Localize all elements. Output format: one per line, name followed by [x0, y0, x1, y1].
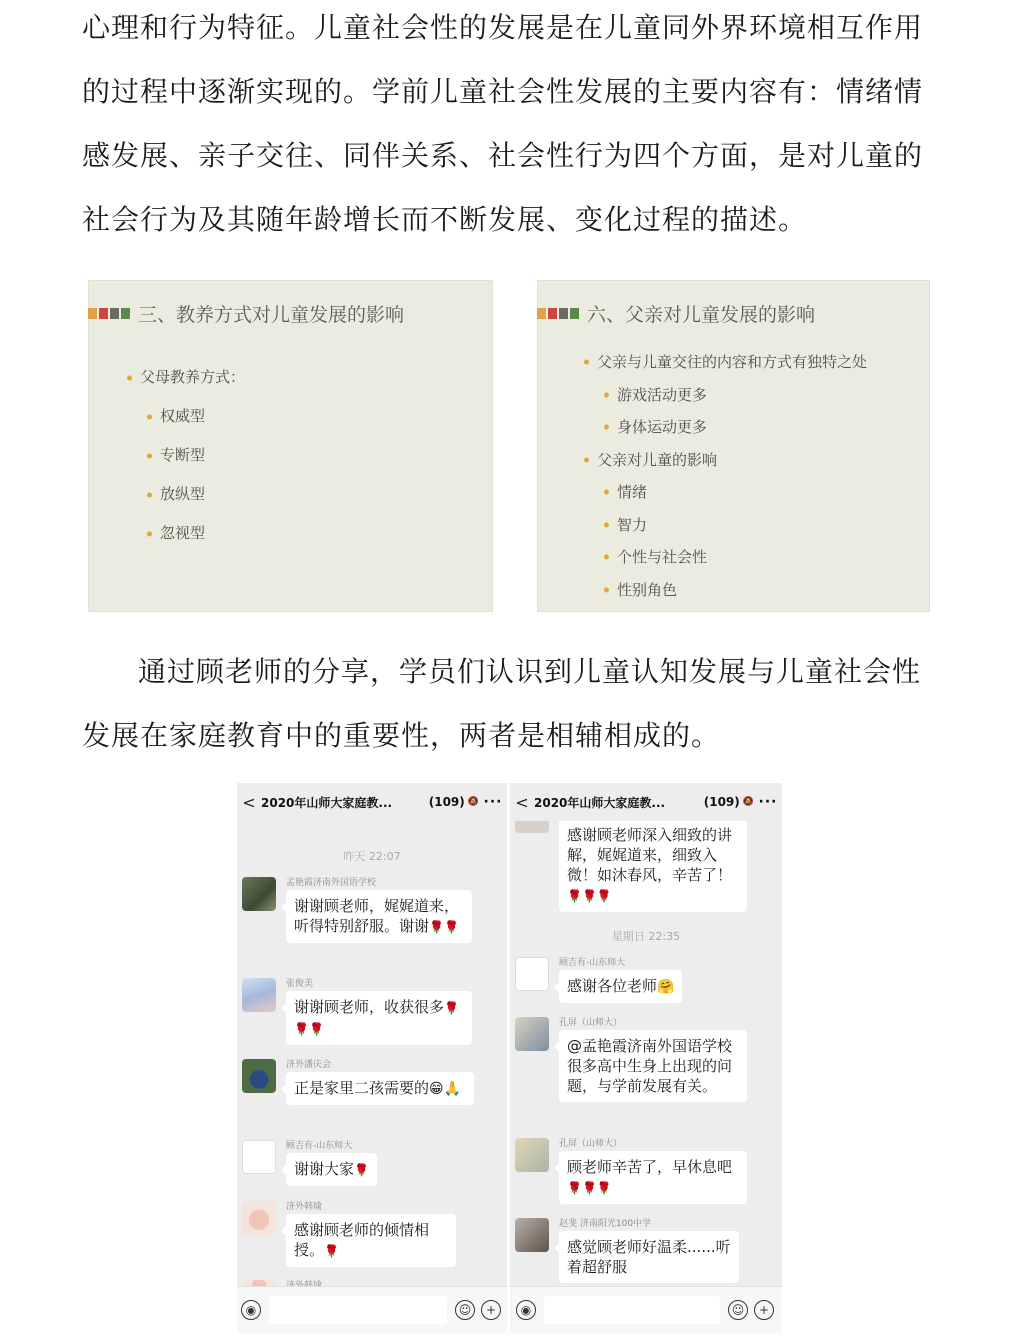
- color-blocks-decoration: [88, 308, 130, 319]
- message-text: 正是家里二孩需要的: [294, 1079, 430, 1097]
- chat-timestamp: 星期日 22:35: [611, 930, 681, 943]
- sender-name: 孔屏（山师大）: [559, 1139, 623, 1149]
- chat-group-title: 2020年山师大家庭教...: [534, 795, 666, 810]
- avatar[interactable]: [515, 1017, 549, 1051]
- avatar[interactable]: [242, 1140, 276, 1174]
- plus-icon[interactable]: +: [754, 1300, 774, 1320]
- message-bubble[interactable]: [286, 991, 472, 1045]
- message-text: @孟艳霞济南外国语学校 很多高中生身上出现的问题，与学前发展有关。: [567, 1037, 733, 1095]
- voice-icon[interactable]: ◉: [241, 1300, 261, 1320]
- slide-sub-bullet: 智力: [597, 509, 867, 542]
- back-arrow-icon[interactable]: <: [515, 792, 529, 812]
- message-text: 顾老师辛苦了，早休息吧: [567, 1158, 733, 1176]
- sender-name: 孟艳霞济南外国语学校: [286, 878, 377, 888]
- rose-emoji: 🌹🌹: [429, 920, 459, 934]
- sender-name: 顾吉有-山东师大: [286, 1141, 353, 1151]
- chat-timestamp: 昨天 22:07: [343, 850, 401, 863]
- message-bubble[interactable]: [559, 1231, 739, 1283]
- emoji: 😁🙏: [429, 1081, 462, 1097]
- message-bubble[interactable]: [286, 1153, 377, 1186]
- slide-sub-bullet: 专断型: [140, 436, 245, 475]
- slide-image-parenting-styles: [88, 280, 493, 612]
- avatar[interactable]: [515, 1218, 549, 1252]
- sender-name: 济外韩瑜: [286, 1202, 323, 1212]
- rose-emoji: 🌹🌹🌹: [567, 889, 612, 903]
- slide-header: [537, 300, 815, 327]
- slide-bullet: 父母教养方式：: [140, 358, 245, 397]
- body-paragraph: 心理和行为特征。儿童社会性的发展是在儿童同外界环境相互作用的过程中逐渐实现的。学前儿童社会性发展的主要内容有：情绪情感发展、亲子交往、同伴关系、社会性行为四个方面，是对儿童的社会行为及其随年龄增长而不断发展、变化过程的描述。: [82, 11, 924, 236]
- chat-screenshot-right: [510, 783, 782, 1333]
- chat-screenshot-left: [237, 783, 507, 1333]
- slide-sub-bullet: 情绪: [597, 476, 867, 509]
- message-text: 感谢顾老师深入细致的讲解，娓娓道来，细致入微！如沐春风，辛苦了！: [567, 826, 733, 884]
- message-text: 谢谢顾老师，收获很多: [294, 998, 445, 1016]
- message-text: 谢谢大家: [294, 1160, 355, 1178]
- slide-title: 三、教养方式对儿童发展的影响: [138, 304, 405, 326]
- mute-icon: 🔕: [742, 797, 754, 807]
- sender-name: 顾吉有-山东师大: [559, 958, 626, 968]
- message-text: 感觉顾老师好温柔......听着超舒服: [567, 1238, 731, 1276]
- slide-title: 六、父亲对儿童发展的影响: [587, 304, 816, 326]
- chat-header: [510, 783, 782, 821]
- more-options-icon[interactable]: ···: [483, 794, 503, 810]
- slide-sub-bullet: 游戏活动更多: [597, 379, 867, 412]
- member-count: (109): [428, 795, 465, 809]
- message-bubble[interactable]: [286, 1214, 456, 1267]
- slide-image-father-influence: [537, 280, 930, 612]
- slide-sub-bullet: 身体运动更多: [597, 411, 867, 444]
- message-bubble[interactable]: [559, 1030, 747, 1102]
- message-bubble[interactable]: [559, 1151, 747, 1204]
- rose-emoji: 🌹🌹🌹: [567, 1181, 612, 1195]
- avatar[interactable]: [242, 978, 276, 1012]
- message-bubble[interactable]: [559, 819, 747, 912]
- slide-bullet-list: [597, 346, 867, 606]
- slide-bullet: 父亲与儿童交往的内容和方式有独特之处: [597, 346, 867, 379]
- slide-header: [88, 300, 404, 327]
- avatar[interactable]: [242, 1059, 276, 1093]
- rose-emoji: 🌹: [324, 1244, 339, 1258]
- avatar[interactable]: [515, 1138, 549, 1172]
- avatar[interactable]: [242, 1201, 276, 1235]
- slide-sub-bullet: 个性与社会性: [597, 541, 867, 574]
- message-input[interactable]: [544, 1296, 720, 1324]
- more-options-icon[interactable]: ···: [758, 794, 778, 810]
- slide-sub-bullet: 放纵型: [140, 475, 245, 514]
- sender-name: 赵斐 济南阳光100中学: [559, 1219, 652, 1229]
- sender-name: 孔屏（山师大）: [559, 1018, 623, 1028]
- back-arrow-icon[interactable]: <: [242, 792, 256, 812]
- color-blocks-decoration: [537, 308, 579, 319]
- avatar[interactable]: [515, 957, 549, 991]
- message-bubble[interactable]: [286, 890, 472, 943]
- emoji-icon[interactable]: ☺: [455, 1300, 475, 1320]
- mute-icon: 🔕: [467, 797, 479, 807]
- slide-sub-bullet: 忽视型: [140, 514, 245, 553]
- emoji: 🤗: [657, 979, 675, 995]
- chat-header: [237, 783, 507, 821]
- emoji-icon[interactable]: ☺: [728, 1300, 748, 1320]
- message-bubble[interactable]: [559, 970, 682, 1003]
- slide-bullet: 父亲对儿童的影响: [597, 444, 867, 477]
- message-text: 感谢顾老师的倾情相授。: [294, 1221, 430, 1259]
- message-input[interactable]: [269, 1296, 447, 1324]
- sender-name: 济外潘庆会: [286, 1060, 332, 1070]
- avatar[interactable]: [242, 877, 276, 911]
- slide-bullet-list: [140, 358, 245, 553]
- chat-input-bar: [510, 1286, 782, 1333]
- message-bubble[interactable]: [286, 1072, 474, 1105]
- rose-emoji: 🌹🌹🌹: [294, 1001, 459, 1036]
- voice-icon[interactable]: ◉: [516, 1300, 536, 1320]
- sender-name: 张俊美: [286, 979, 314, 989]
- body-paragraph: 通过顾老师的分享，学员们认识到儿童认知发展与儿童社会性发展在家庭教育中的重要性，两者是相辅相成的。: [82, 655, 922, 752]
- avatar[interactable]: [515, 819, 549, 833]
- message-text: 感谢各位老师: [567, 977, 658, 995]
- rose-emoji: 🌹: [354, 1163, 369, 1177]
- slide-sub-bullet: 权威型: [140, 397, 245, 436]
- slide-sub-bullet: 性别角色: [597, 574, 867, 607]
- chat-input-bar: [237, 1286, 507, 1333]
- chat-group-title: 2020年山师大家庭教...: [261, 795, 393, 810]
- member-count: (109): [703, 795, 740, 809]
- plus-icon[interactable]: +: [481, 1300, 501, 1320]
- message-text: 谢谢顾老师，娓娓道来，听得特别舒服。谢谢: [294, 897, 460, 935]
